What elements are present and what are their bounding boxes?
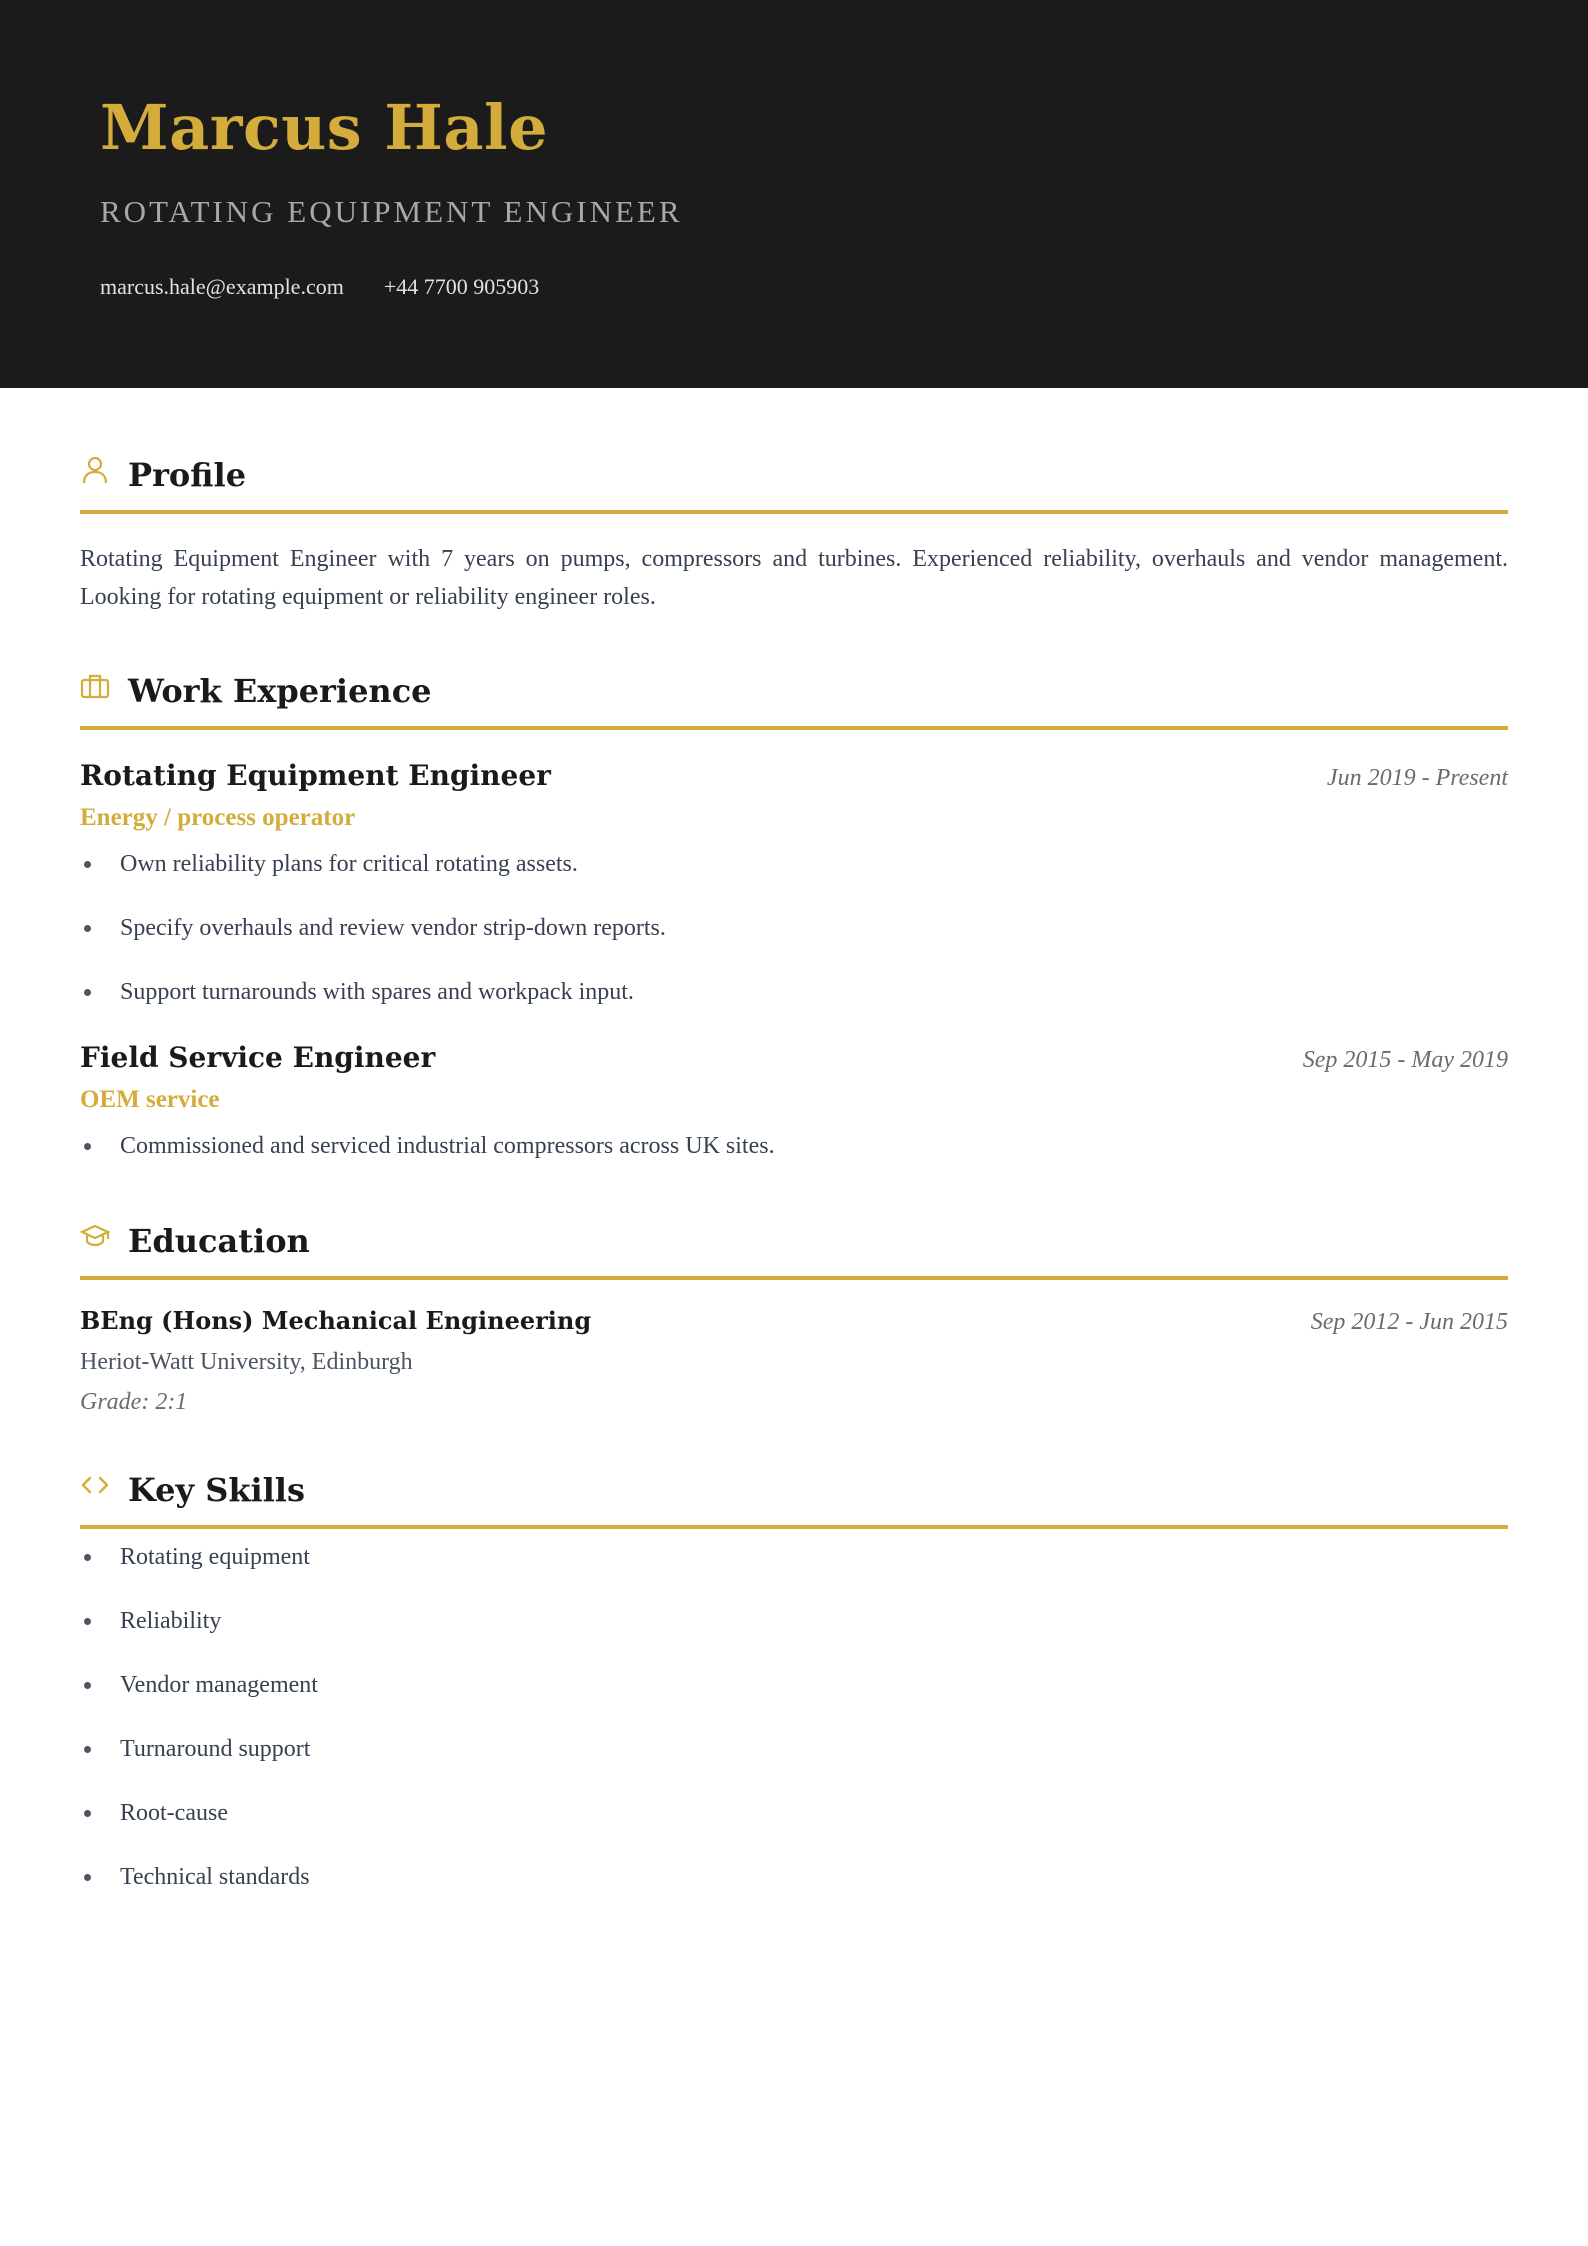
list-item	[80, 1667, 1508, 1703]
skill-text: Reliability	[120, 1608, 222, 1634]
resume-body	[0, 388, 1588, 1895]
resume-header	[0, 0, 1588, 388]
bullet-dot	[84, 1810, 91, 1817]
candidate-name: Marcus Hale	[100, 91, 549, 164]
job-entry	[80, 756, 1508, 1010]
list-item	[80, 846, 1508, 882]
profile-section	[80, 450, 1508, 616]
skills-heading	[80, 1465, 1508, 1529]
skill-text: Turnaround support	[120, 1736, 311, 1762]
bullet-dot	[84, 1746, 91, 1753]
bullet-dot	[84, 989, 91, 996]
job-entry	[80, 1038, 1508, 1164]
job-bullets	[80, 846, 1508, 1010]
contact-info	[100, 272, 1488, 302]
bullet-dot	[84, 1554, 91, 1561]
grade-text: Grade: 2:1	[80, 1389, 188, 1415]
skill-text: Rotating equipment	[120, 1544, 310, 1570]
job-dates: Sep 2015 - May 2019	[1302, 1047, 1508, 1073]
code-icon	[80, 1470, 110, 1500]
bullet-dot	[84, 1618, 91, 1625]
list-item	[80, 1795, 1508, 1831]
skill-text: Vendor management	[120, 1672, 318, 1698]
work-heading	[80, 666, 1508, 730]
job-title: Field Service Engineer	[80, 1041, 436, 1074]
job-dates: Jun 2019 - Present	[1326, 765, 1508, 791]
skills-section	[80, 1465, 1508, 1895]
list-item	[80, 1859, 1508, 1895]
phone-number[interactable]: +44 7700 905903	[383, 274, 540, 299]
job-bullets	[80, 1128, 1508, 1164]
skill-text: Technical standards	[120, 1864, 310, 1890]
bullet-dot	[84, 1874, 91, 1881]
bullet-dot	[84, 1143, 91, 1150]
list-item	[80, 1539, 1508, 1575]
job-title: Rotating Equipment Engineer	[80, 759, 551, 792]
graduation-cap-icon	[80, 1221, 110, 1251]
list-item	[80, 1128, 1508, 1164]
bullet-dot	[84, 861, 91, 868]
bullet-text: Own reliability plans for critical rotating assets.	[120, 851, 578, 877]
bullet-text: Commissioned and serviced industrial compressors across UK sites.	[120, 1133, 775, 1159]
profile-summary: Rotating Equipment Engineer with 7 years on pumps, compressors and turbines. Experienced reliability, overhauls and vendor management. Looking for rotating equipment or reliability engineer roles.	[80, 546, 1508, 610]
list-item	[80, 1731, 1508, 1767]
candidate-role: ROTATING EQUIPMENT ENGINEER	[100, 194, 683, 229]
section-title: Profile	[128, 456, 247, 494]
job-company: Energy / process operator	[80, 804, 356, 831]
bullet-text: Support turnarounds with spares and workpack input.	[120, 979, 634, 1005]
school-name: Heriot-Watt University, Edinburgh	[80, 1349, 413, 1375]
list-item	[80, 974, 1508, 1010]
briefcase-icon	[80, 671, 110, 701]
bullet-dot	[84, 1682, 91, 1689]
bullet-dot	[84, 925, 91, 932]
bullet-text: Specify overhauls and review vendor strip-down reports.	[120, 915, 666, 941]
person-icon	[80, 455, 110, 485]
section-title: Education	[128, 1222, 310, 1260]
education-entry	[80, 1304, 1508, 1419]
section-title: Work Experience	[128, 672, 432, 710]
job-company: OEM service	[80, 1086, 220, 1113]
list-item	[80, 1603, 1508, 1639]
degree-title: BEng (Hons) Mechanical Engineering	[80, 1306, 592, 1335]
education-heading	[80, 1216, 1508, 1280]
email-link[interactable]: marcus.hale@example.com	[100, 274, 344, 299]
profile-heading	[80, 450, 1508, 514]
section-title: Key Skills	[128, 1471, 305, 1509]
list-item	[80, 910, 1508, 946]
skill-text: Root-cause	[120, 1800, 228, 1826]
work-experience-section	[80, 666, 1508, 1164]
education-dates: Sep 2012 - Jun 2015	[1310, 1309, 1508, 1335]
skills-list	[80, 1539, 1508, 1895]
education-section	[80, 1216, 1508, 1419]
